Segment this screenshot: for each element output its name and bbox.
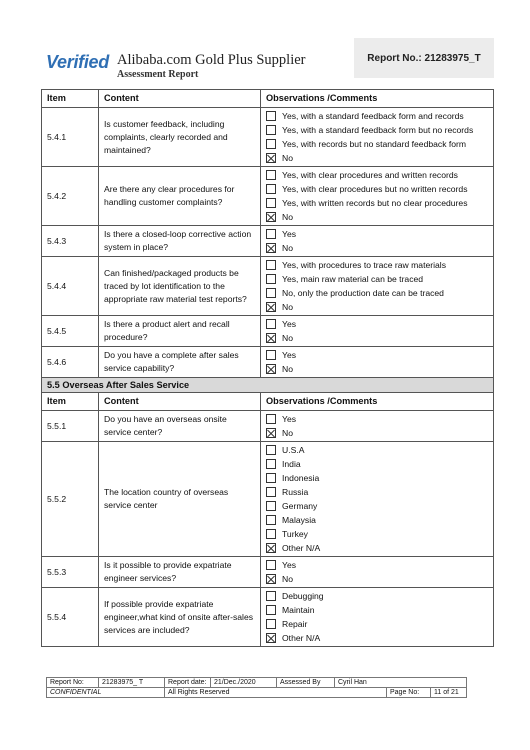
checked-box-icon[interactable]: [266, 302, 276, 312]
item-question: If possible provide expatriate engineer,what kind of onsite after-sales services are included?: [99, 588, 261, 647]
option-label: No: [282, 363, 293, 374]
b-header-row: [42, 393, 494, 411]
page-header: [0, 0, 530, 88]
empty-checkbox-icon[interactable]: [266, 619, 276, 629]
option-label: Yes: [282, 228, 297, 239]
footer-report-no-value: 21283975_ T: [99, 678, 165, 688]
option-label: India: [282, 458, 301, 469]
item-number: 5.4.6: [42, 347, 99, 378]
checkbox-option[interactable]: [266, 617, 488, 631]
option-label: Other N/A: [282, 542, 321, 553]
empty-checkbox-icon[interactable]: [266, 414, 276, 424]
option-label: Yes: [282, 413, 297, 424]
item-number: 5.5.1: [42, 411, 99, 442]
checked-box-icon[interactable]: [266, 428, 276, 438]
option-label: Repair: [282, 618, 308, 629]
item-question: The location country of overseas service center: [99, 442, 261, 557]
item-number: 5.4.3: [42, 226, 99, 257]
checkbox-option[interactable]: [266, 331, 488, 345]
option-label: No: [282, 242, 293, 253]
checkbox-option[interactable]: [266, 603, 488, 617]
checked-box-icon[interactable]: [266, 243, 276, 253]
column-header-item: Item: [42, 393, 99, 411]
option-label: Maintain: [282, 604, 315, 615]
option-label: Debugging: [282, 590, 324, 601]
option-label: Turkey: [282, 528, 308, 539]
empty-checkbox-icon[interactable]: [266, 111, 276, 121]
item-question: Do you have an overseas onsite service center?: [99, 411, 261, 442]
table-row: [42, 108, 494, 167]
verified-logo: Verified: [46, 52, 109, 72]
table-row: [42, 347, 494, 378]
column-header-item: Item: [42, 90, 99, 108]
item-question: Do you have a complete after sales service capability?: [99, 347, 261, 378]
checkbox-option[interactable]: [266, 457, 488, 471]
table-row: [42, 226, 494, 257]
option-label: Russia: [282, 486, 309, 497]
checkbox-option[interactable]: [266, 362, 488, 376]
observation-options: [261, 442, 494, 557]
checkbox-option[interactable]: [266, 123, 488, 137]
checkbox-option[interactable]: [266, 241, 488, 255]
option-label: No: [282, 152, 293, 163]
footer-confidential: CONFIDENTIAL: [47, 688, 165, 698]
option-label: Yes: [282, 349, 297, 360]
empty-checkbox-icon[interactable]: [266, 274, 276, 284]
column-header-obs: Observations /Comments: [261, 90, 494, 108]
checkbox-option[interactable]: [266, 513, 488, 527]
empty-checkbox-icon[interactable]: [266, 350, 276, 360]
option-label: No: [282, 427, 293, 438]
checkbox-option[interactable]: [266, 471, 488, 485]
checkbox-option[interactable]: [266, 527, 488, 541]
item-number: 5.4.4: [42, 257, 99, 316]
a-header-row: [42, 90, 494, 108]
option-label: U.S.A: [282, 444, 305, 455]
section-row: [42, 378, 494, 393]
empty-checkbox-icon[interactable]: [266, 473, 276, 483]
footer-page-label: Page No:: [387, 688, 431, 698]
observation-options: [261, 257, 494, 316]
empty-checkbox-icon[interactable]: [266, 605, 276, 615]
option-label: No: [282, 332, 293, 343]
checked-box-icon[interactable]: [266, 212, 276, 222]
option-label: Yes, with records but no standard feedback form: [282, 138, 467, 149]
option-label: Yes, with clear procedures and written records: [282, 169, 458, 180]
checkbox-option[interactable]: [266, 558, 488, 572]
observation-options: [261, 226, 494, 257]
item-number: 5.4.1: [42, 108, 99, 167]
option-label: Yes, with a standard feedback form but no records: [282, 124, 474, 135]
item-number: 5.5.2: [42, 442, 99, 557]
checkbox-option[interactable]: [266, 168, 488, 182]
table-row: [42, 257, 494, 316]
checked-box-icon[interactable]: [266, 633, 276, 643]
observation-options: [261, 316, 494, 347]
checkbox-option[interactable]: [266, 151, 488, 165]
empty-checkbox-icon[interactable]: [266, 529, 276, 539]
checked-box-icon[interactable]: [266, 574, 276, 584]
footer-report-date-label: Report date:: [165, 678, 211, 688]
table-row: [42, 442, 494, 557]
footer-page-value: 11 of 21: [431, 688, 467, 698]
empty-checkbox-icon[interactable]: [266, 515, 276, 525]
checkbox-option[interactable]: [266, 227, 488, 241]
empty-checkbox-icon[interactable]: [266, 260, 276, 270]
table-row: [42, 167, 494, 226]
table-row: [42, 588, 494, 647]
item-number: 5.4.5: [42, 316, 99, 347]
observation-options: [261, 588, 494, 647]
item-question: Are there any clear procedures for handling customer complaints?: [99, 167, 261, 226]
empty-checkbox-icon[interactable]: [266, 170, 276, 180]
item-question: Is customer feedback, including complaints, clearly recorded and maintained?: [99, 108, 261, 167]
checked-box-icon[interactable]: [266, 153, 276, 163]
option-label: Germany: [282, 500, 318, 511]
checkbox-option[interactable]: [266, 485, 488, 499]
report-subtitle: Assessment Report: [117, 69, 199, 80]
checkbox-option[interactable]: [266, 196, 488, 210]
checkbox-option[interactable]: [266, 258, 488, 272]
checkbox-option[interactable]: [266, 137, 488, 151]
page-footer: [46, 677, 467, 698]
empty-checkbox-icon[interactable]: [266, 184, 276, 194]
empty-checkbox-icon[interactable]: [266, 591, 276, 601]
option-label: Yes, with procedures to trace raw materials: [282, 259, 446, 270]
column-header-content: Content: [99, 90, 261, 108]
empty-checkbox-icon[interactable]: [266, 288, 276, 298]
company-title: Alibaba.com Gold Plus Supplier: [117, 52, 306, 68]
item-question: Is there a closed-loop corrective action system in place?: [99, 226, 261, 257]
checkbox-option[interactable]: [266, 272, 488, 286]
checked-box-icon[interactable]: [266, 364, 276, 374]
empty-checkbox-icon[interactable]: [266, 459, 276, 469]
empty-checkbox-icon[interactable]: [266, 139, 276, 149]
table-row: [42, 316, 494, 347]
option-label: Yes, with a standard feedback form and records: [282, 110, 464, 121]
item-number: 5.4.2: [42, 167, 99, 226]
checkbox-option[interactable]: [266, 541, 488, 555]
checkbox-option[interactable]: [266, 412, 488, 426]
checkbox-option[interactable]: [266, 317, 488, 331]
observation-options: [261, 557, 494, 588]
checkbox-option[interactable]: [266, 499, 488, 513]
checkbox-option[interactable]: [266, 286, 488, 300]
observation-options: [261, 411, 494, 442]
assessment-table: [41, 89, 494, 647]
item-number: 5.5.3: [42, 557, 99, 588]
empty-checkbox-icon[interactable]: [266, 501, 276, 511]
option-label: Malaysia: [282, 514, 316, 525]
checkbox-option[interactable]: [266, 426, 488, 440]
footer-assessed-by-value: Cyril Han: [335, 678, 467, 688]
footer-rights: All Rights Reserved: [165, 688, 387, 698]
empty-checkbox-icon[interactable]: [266, 229, 276, 239]
checkbox-option[interactable]: [266, 589, 488, 603]
checkbox-option[interactable]: [266, 210, 488, 224]
footer-report-date-value: 21/Dec./2020: [211, 678, 277, 688]
option-label: Yes: [282, 559, 297, 570]
checked-box-icon[interactable]: [266, 543, 276, 553]
footer-assessed-by-label: Assessed By: [277, 678, 335, 688]
item-question: Is there a product alert and recall procedure?: [99, 316, 261, 347]
table-row: [42, 411, 494, 442]
item-question: Can finished/packaged products be traced by lot identification to the appropriate raw material test reports?: [99, 257, 261, 316]
option-label: Yes, with clear procedures but no written records: [282, 183, 468, 194]
empty-checkbox-icon[interactable]: [266, 319, 276, 329]
table-row: [42, 557, 494, 588]
observation-options: [261, 108, 494, 167]
option-label: No: [282, 211, 293, 222]
checked-box-icon[interactable]: [266, 333, 276, 343]
report-number: Report No.: 21283975_T: [367, 52, 481, 64]
option-label: Other N/A: [282, 632, 321, 643]
checkbox-option[interactable]: [266, 443, 488, 457]
empty-checkbox-icon[interactable]: [266, 198, 276, 208]
column-header-content: Content: [99, 393, 261, 411]
checkbox-option[interactable]: [266, 631, 488, 645]
option-label: Yes, with written records but no clear procedures: [282, 197, 468, 208]
empty-checkbox-icon[interactable]: [266, 445, 276, 455]
item-number: 5.5.4: [42, 588, 99, 647]
section-title: 5.5 Overseas After Sales Service: [42, 378, 494, 393]
option-label: No, only the production date can be traced: [282, 287, 444, 298]
option-label: No: [282, 573, 293, 584]
option-label: Yes, main raw material can be traced: [282, 273, 424, 284]
empty-checkbox-icon[interactable]: [266, 125, 276, 135]
checkbox-option[interactable]: [266, 182, 488, 196]
option-label: No: [282, 301, 293, 312]
footer-report-no-label: Report No:: [47, 678, 99, 688]
report-number-box: [354, 38, 494, 78]
observation-options: [261, 347, 494, 378]
checkbox-option[interactable]: [266, 300, 488, 314]
empty-checkbox-icon[interactable]: [266, 560, 276, 570]
item-question: Is it possible to provide expatriate engineer services?: [99, 557, 261, 588]
option-label: Yes: [282, 318, 297, 329]
empty-checkbox-icon[interactable]: [266, 487, 276, 497]
checkbox-option[interactable]: [266, 109, 488, 123]
option-label: Indonesia: [282, 472, 320, 483]
observation-options: [261, 167, 494, 226]
checkbox-option[interactable]: [266, 572, 488, 586]
checkbox-option[interactable]: [266, 348, 488, 362]
column-header-obs: Observations /Comments: [261, 393, 494, 411]
